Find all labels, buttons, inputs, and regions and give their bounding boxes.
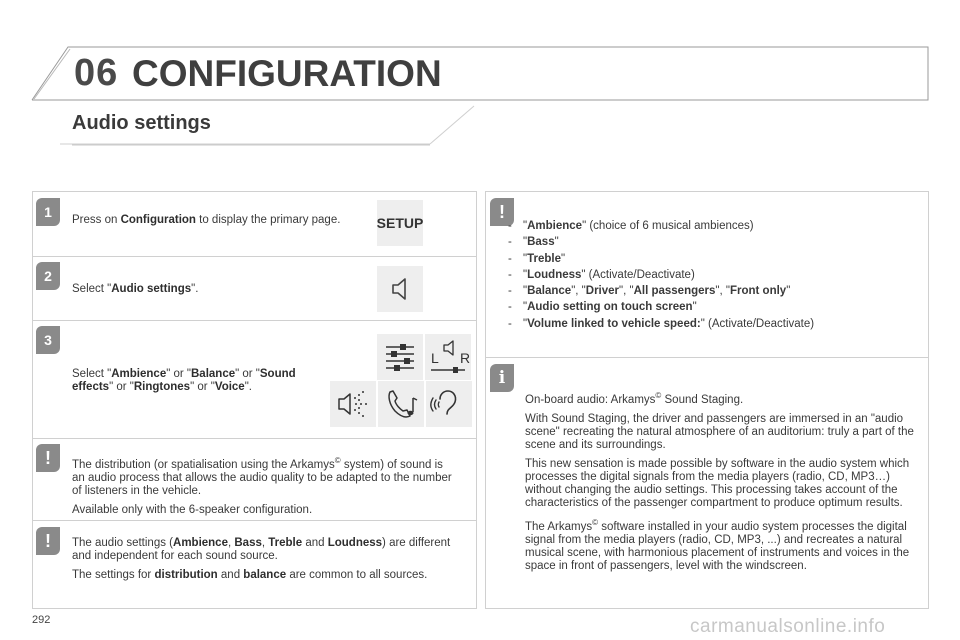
warning-icon: !: [490, 198, 514, 226]
step-number-badge: 1: [36, 198, 60, 226]
list-item: - "Treble": [508, 252, 566, 265]
step-2-text: Select "Audio settings".: [72, 283, 199, 295]
step-1-text: Press on Configuration to display the primary page.: [72, 214, 341, 226]
step-number-badge: 3: [36, 326, 60, 354]
speaker-icon: [385, 274, 415, 304]
sound-effects-button[interactable]: [330, 381, 376, 427]
page-number: 292: [32, 614, 51, 626]
list-item: - "Audio setting on touch screen": [508, 301, 697, 314]
ambience-button[interactable]: [377, 334, 423, 380]
balance-right-label: R: [460, 350, 471, 366]
warning-icon: !: [36, 527, 60, 555]
sound-effects-icon: [335, 386, 371, 422]
balance-icon: [427, 337, 469, 377]
audio-settings-list: [508, 218, 814, 332]
list-item: - "Bass": [508, 236, 559, 249]
divider: [485, 357, 929, 358]
ringtones-button[interactable]: [378, 381, 424, 427]
divider: [32, 320, 477, 321]
watermark: carmanualsonline.info: [690, 616, 886, 637]
step-3-text: Select "Ambience" or "Balance" or "Sound effects" or "Ringtones" or "Voice".: [72, 368, 296, 393]
info-icon: i: [490, 364, 514, 392]
voice-button[interactable]: [426, 381, 472, 427]
divider: [32, 256, 477, 257]
divider: [32, 438, 477, 439]
balance-left-label: L: [431, 350, 439, 366]
warning-icon: !: [36, 444, 60, 472]
info-note: On-board audio: Arkamys© Sound Staging. With Sound Staging, the driver and passengers are immersed in an "audio scene" recreating the natural atmosphere of an auditorium: truly a part of the scene and its surroundings. This new sensation is made possible by software in the audio system which processes the digital signals from the media players (radio, CD, MP3…) without changing the audio settings. This processing takes account of the characteristics of the passenger compartment to produce optimum results. The Arkamys© software installed in your audio system processes the digital signal from the media players (radio, CD, MP3, ...) and recreates a natural musical scene, with harmonious placement of instruments and voices in the space in front of passengers, level with the windscreen.: [525, 391, 914, 572]
section-title: Audio settings: [72, 112, 211, 134]
balance-button[interactable]: [425, 334, 471, 380]
independent-settings-note: The audio settings (Ambience, Bass, Treble and Loudness) are different and independent for each sound source. The settings for distribution and balance are common to all sources.: [72, 537, 451, 581]
voice-icon: [431, 386, 467, 422]
chapter-number: 06: [74, 52, 119, 94]
audio-settings-button[interactable]: [377, 266, 423, 312]
list-item: - "Volume linked to vehicle speed:" (Activate/Deactivate): [508, 317, 815, 330]
setup-button[interactable]: SETUP: [377, 200, 423, 246]
step-number-badge: 2: [36, 262, 60, 290]
list-item: - "Ambience" (choice of 6 musical ambiences): [508, 220, 754, 232]
chapter-header: [0, 0, 960, 110]
distribution-note: The distribution (or spatialisation using the Arkamys© system) of sound is an audio process that allows the audio quality to be adapted to the number of listeners in the vehicle. Available only with the 6-speaker configuration.: [72, 456, 452, 516]
list-item: - "Balance", "Driver", "All passengers", "Front only": [508, 285, 791, 298]
equalizer-icon: [382, 339, 418, 375]
ringtone-icon: [383, 386, 419, 422]
list-item: - "Loudness" (Activate/Deactivate): [508, 268, 695, 281]
chapter-title: CONFIGURATION: [132, 53, 442, 94]
